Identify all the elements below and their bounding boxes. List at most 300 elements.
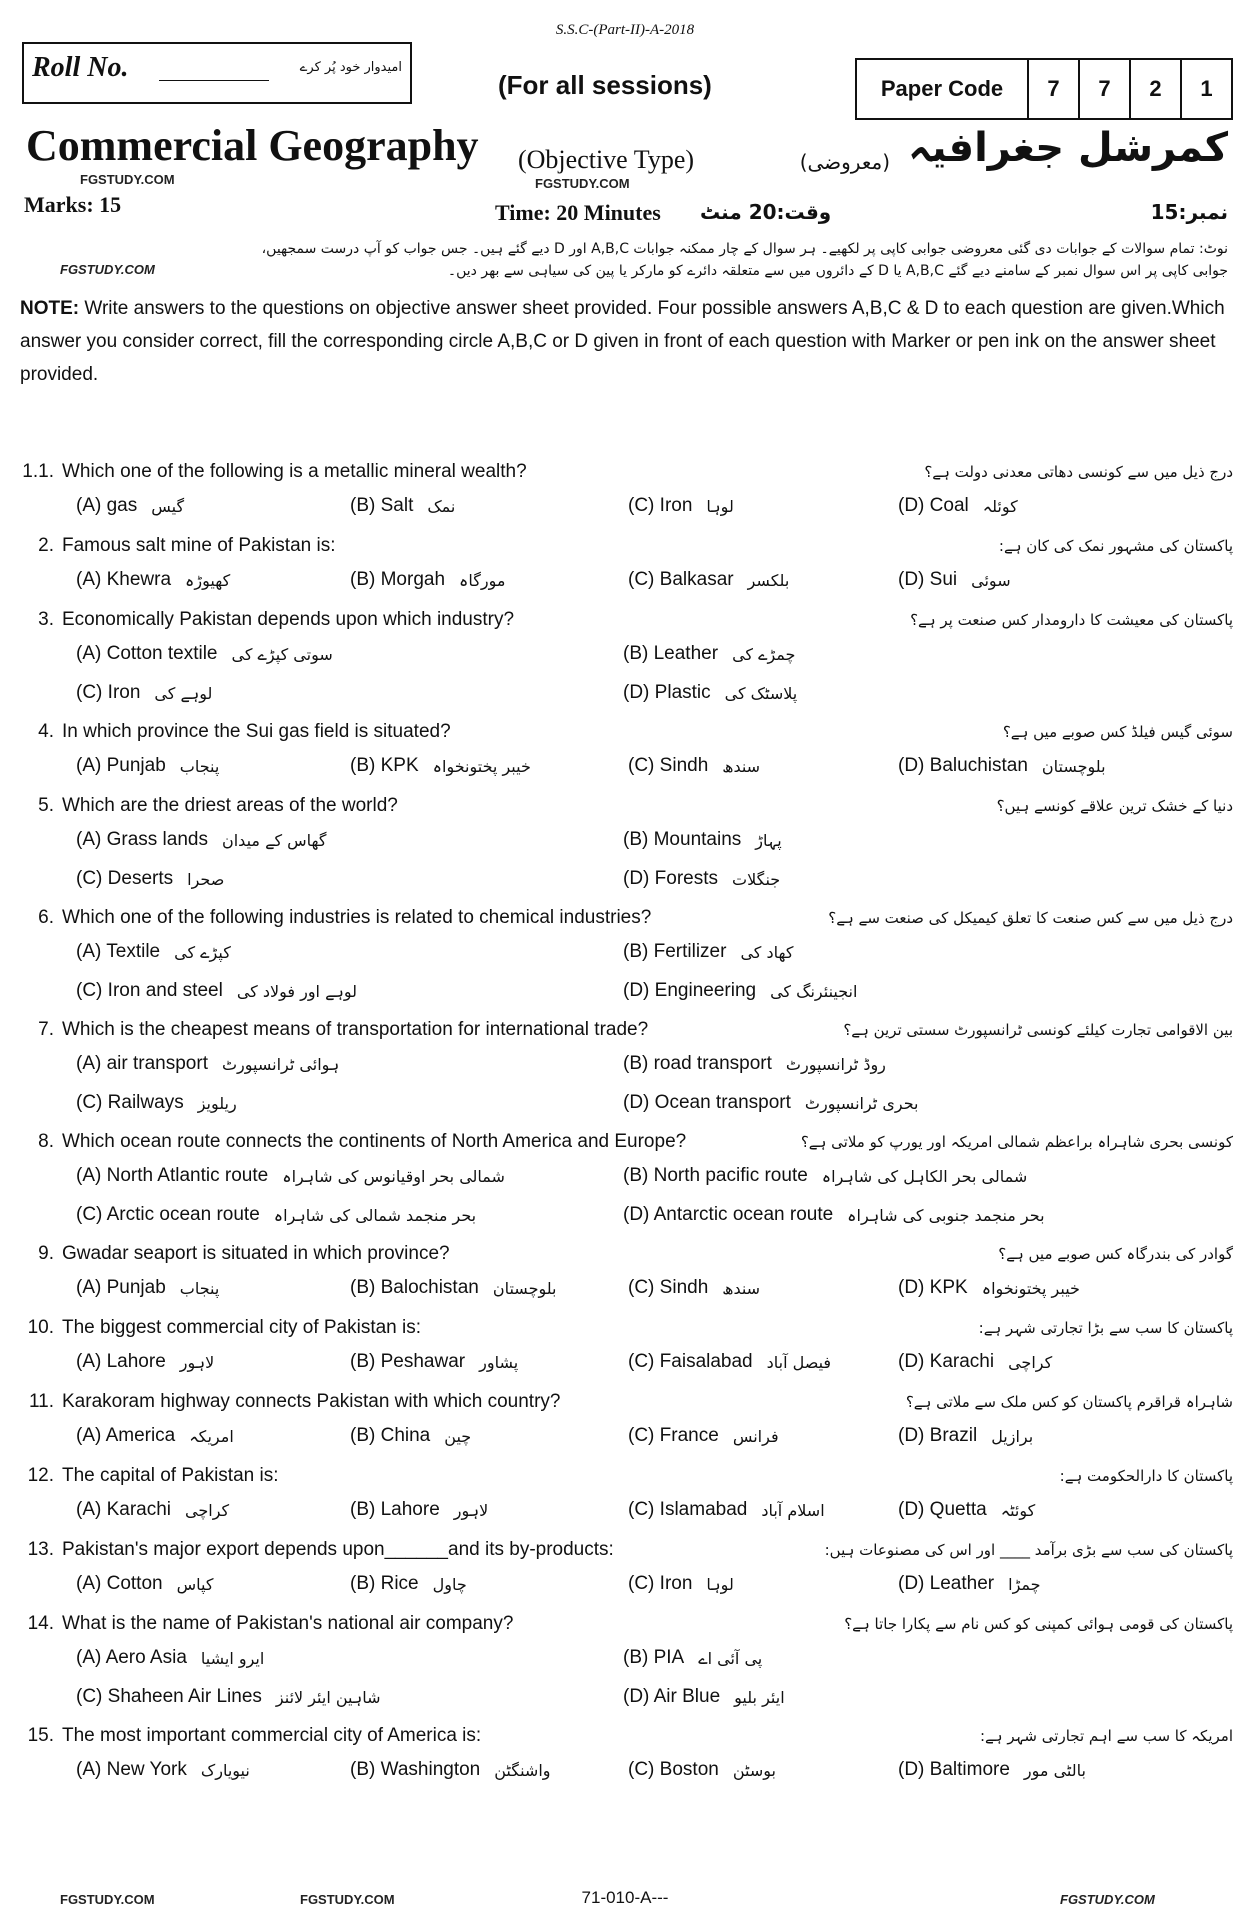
option-urdu: کراچی bbox=[185, 1500, 230, 1520]
question-text: The biggest commercial city of Pakistan is: bbox=[62, 1317, 422, 1338]
question-number: 4. bbox=[38, 721, 54, 742]
option-urdu: لاہور bbox=[453, 1500, 489, 1520]
option-c[interactable] bbox=[628, 755, 760, 777]
option-text: North Atlantic route bbox=[106, 1165, 269, 1186]
option-letter: (D) bbox=[898, 755, 925, 776]
question-text: Which one of the following industries is related to chemical industries? bbox=[62, 907, 652, 928]
sessions-label: (For all sessions) bbox=[498, 70, 712, 100]
option-letter: (C) bbox=[628, 1573, 655, 1594]
question-number: 13. bbox=[27, 1539, 54, 1560]
option-letter: (D) bbox=[898, 1499, 925, 1520]
option-urdu: بحر منجمد شمالی کی شاہراہ bbox=[273, 1205, 477, 1225]
option-text: Shaheen Air Lines bbox=[107, 1686, 262, 1707]
option-urdu: صحرا bbox=[187, 869, 225, 889]
option-text: Deserts bbox=[107, 868, 174, 889]
option-c[interactable] bbox=[628, 569, 789, 591]
option-urdu: بوسٹن bbox=[732, 1760, 776, 1780]
subtitle-urdu: (معروضی) bbox=[799, 150, 890, 174]
question-number: 8. bbox=[38, 1131, 54, 1152]
option-letter: (A) bbox=[76, 1647, 102, 1668]
option-text: Faisalabad bbox=[659, 1351, 753, 1372]
question-text: What is the name of Pakistan's national air company? bbox=[62, 1613, 514, 1634]
question-urdu: پاکستان کا دارالحکومت ہے: bbox=[1059, 1467, 1233, 1485]
option-text: PIA bbox=[653, 1647, 685, 1668]
option-b[interactable] bbox=[623, 829, 782, 851]
option-urdu: کپڑے کی bbox=[174, 942, 231, 962]
question-item bbox=[18, 1013, 1233, 1125]
question-number: 12. bbox=[27, 1465, 54, 1486]
option-urdu: کوئلہ bbox=[982, 496, 1018, 516]
option-text: air transport bbox=[106, 1053, 208, 1074]
option-text: KPK bbox=[380, 755, 419, 776]
question-text: Which one of the following is a metallic mineral wealth? bbox=[62, 461, 527, 482]
option-letter: (A) bbox=[76, 1499, 102, 1520]
option-text: Plastic bbox=[654, 682, 711, 703]
question-item bbox=[18, 603, 1233, 715]
watermark: FGSTUDY.COM bbox=[535, 176, 630, 191]
option-letter: (D) bbox=[898, 495, 925, 516]
question-number: 2. bbox=[38, 535, 54, 556]
option-text: Khewra bbox=[106, 569, 172, 590]
option-c[interactable] bbox=[76, 1686, 381, 1708]
option-urdu: پی آئی اے bbox=[698, 1648, 763, 1668]
option-d[interactable] bbox=[898, 1351, 1052, 1373]
option-urdu: ایئر بلیو bbox=[734, 1687, 785, 1707]
option-b[interactable] bbox=[623, 1165, 1027, 1187]
option-letter: (B) bbox=[350, 1573, 376, 1594]
option-letter: (C) bbox=[628, 755, 655, 776]
option-urdu: پنجاب bbox=[179, 756, 220, 776]
question-urdu: گوادر کی بندرگاہ کس صوبے میں ہے؟ bbox=[998, 1245, 1233, 1263]
option-text: Air Blue bbox=[653, 1686, 721, 1707]
option-text: Arctic ocean route bbox=[106, 1204, 260, 1225]
question-urdu: کونسی بحری شاہراہ براعظم شمالی امریکہ اور یورپ کو ملاتی ہے؟ bbox=[800, 1133, 1233, 1151]
option-text: Forests bbox=[654, 868, 719, 889]
option-d[interactable] bbox=[898, 1499, 1035, 1521]
question-number: 15. bbox=[27, 1725, 54, 1746]
option-b[interactable] bbox=[623, 941, 793, 963]
option-text: Mountains bbox=[653, 829, 742, 850]
option-urdu: انجینئرنگ کی bbox=[770, 981, 858, 1001]
option-letter: (D) bbox=[623, 1092, 650, 1113]
option-c[interactable] bbox=[76, 1092, 237, 1114]
option-urdu: کھیوڑہ bbox=[185, 570, 231, 590]
option-b[interactable] bbox=[350, 1425, 471, 1447]
option-letter: (B) bbox=[350, 495, 376, 516]
option-c[interactable] bbox=[628, 1351, 831, 1373]
option-text: Rice bbox=[380, 1573, 419, 1594]
option-c[interactable] bbox=[628, 495, 734, 517]
option-letter: (B) bbox=[350, 755, 376, 776]
option-urdu: چاول bbox=[432, 1574, 467, 1594]
option-urdu: پشاور bbox=[479, 1352, 519, 1372]
question-urdu: پاکستان کی معیشت کا دارومدار کس صنعت پر ہے؟ bbox=[910, 611, 1233, 629]
option-letter: (A) bbox=[76, 1573, 102, 1594]
option-c[interactable] bbox=[76, 682, 212, 704]
option-text: Peshawar bbox=[380, 1351, 466, 1372]
option-a[interactable] bbox=[76, 1165, 505, 1187]
question-item bbox=[18, 789, 1233, 901]
option-c[interactable] bbox=[628, 1277, 760, 1299]
option-letter: (A) bbox=[76, 643, 102, 664]
option-a[interactable] bbox=[76, 1053, 339, 1075]
option-text: New York bbox=[106, 1759, 187, 1780]
option-text: Sindh bbox=[659, 755, 709, 776]
option-letter: (C) bbox=[76, 1092, 103, 1113]
question-item bbox=[18, 1533, 1233, 1607]
option-urdu: کھاد کی bbox=[740, 942, 794, 962]
question-urdu: امریکہ کا سب سے اہم تجارتی شہر ہے: bbox=[979, 1727, 1233, 1745]
option-d[interactable] bbox=[623, 980, 857, 1002]
option-a[interactable] bbox=[76, 1759, 250, 1781]
question-text: Pakistan's major export depends upon______and its by-products: bbox=[62, 1539, 614, 1560]
option-text: Lahore bbox=[380, 1499, 440, 1520]
option-a[interactable] bbox=[76, 829, 327, 851]
option-text: America bbox=[105, 1425, 176, 1446]
option-urdu: سوتی کپڑے کی bbox=[231, 644, 333, 664]
option-letter: (D) bbox=[623, 1686, 650, 1707]
question-number: 14. bbox=[27, 1613, 54, 1634]
option-letter: (C) bbox=[628, 495, 655, 516]
option-urdu: پلاسٹک کی bbox=[724, 683, 798, 703]
option-letter: (C) bbox=[628, 1425, 655, 1446]
note-urdu: نوٹ: تمام سوالات کے جوابات دی گئی معروضی جوابی کاپی پر لکھیے۔ ہر سوال کے چار ممکنہ جوابات A,B,C اور D دیے گئے ہیں۔ جس جواب کو آپ درست سمجھیں، جوابی کاپی پر اس سوال نمبر کے سامنے دیے گئے A,B,C یا D کے دائروں میں سے متعلقہ دائرے کو مارکر یا پین کی سیاہی سے بھر دیں۔ bbox=[261, 241, 1228, 279]
option-b[interactable] bbox=[350, 569, 505, 591]
option-text: Balkasar bbox=[659, 569, 734, 590]
question-text: Gwadar seaport is situated in which province? bbox=[62, 1243, 450, 1264]
note-label: NOTE: bbox=[20, 298, 80, 319]
question-text: The capital of Pakistan is: bbox=[62, 1465, 279, 1486]
question-item bbox=[18, 1125, 1233, 1237]
option-letter: (D) bbox=[623, 682, 650, 703]
option-letter: (B) bbox=[623, 941, 649, 962]
option-letter: (A) bbox=[76, 1165, 102, 1186]
option-urdu: بلکسر bbox=[747, 570, 790, 590]
option-text: Cotton textile bbox=[106, 643, 218, 664]
paper-code-digit: 1 bbox=[1200, 76, 1213, 101]
option-text: Punjab bbox=[106, 755, 166, 776]
option-letter: (C) bbox=[76, 980, 103, 1001]
option-text: Balochistan bbox=[380, 1277, 479, 1298]
option-c[interactable] bbox=[76, 868, 224, 890]
option-urdu: فرانس bbox=[732, 1426, 779, 1446]
option-d[interactable] bbox=[898, 569, 1011, 591]
option-text: Iron bbox=[107, 682, 141, 703]
question-number: 6. bbox=[38, 907, 54, 928]
option-urdu: کپاس bbox=[176, 1574, 214, 1594]
option-urdu: امریکہ bbox=[189, 1426, 234, 1446]
option-c[interactable] bbox=[628, 1573, 734, 1595]
option-b[interactable] bbox=[350, 495, 455, 517]
option-urdu: چمڑا bbox=[1008, 1574, 1041, 1594]
option-letter: (B) bbox=[623, 1053, 649, 1074]
question-urdu: پاکستان کی قومی ہوائی کمپنی کو کس نام سے پکارا جاتا ہے؟ bbox=[844, 1615, 1233, 1633]
option-text: Washington bbox=[380, 1759, 481, 1780]
option-b[interactable] bbox=[350, 1573, 467, 1595]
option-urdu: پنجاب bbox=[179, 1278, 220, 1298]
option-urdu: بالٹی مور bbox=[1023, 1760, 1086, 1780]
roll-urdu: امیدوار خود پُر کرے bbox=[299, 60, 402, 75]
option-a[interactable] bbox=[76, 1425, 234, 1447]
option-d[interactable] bbox=[623, 868, 780, 890]
option-b[interactable] bbox=[350, 1277, 556, 1299]
option-urdu: اسلام آباد bbox=[761, 1500, 825, 1520]
option-letter: (D) bbox=[898, 1277, 925, 1298]
option-b[interactable] bbox=[623, 1053, 886, 1075]
question-number: 7. bbox=[38, 1019, 54, 1040]
option-text: road transport bbox=[653, 1053, 772, 1074]
option-urdu: شاہین ایئر لائنز bbox=[275, 1687, 381, 1707]
option-text: gas bbox=[106, 495, 138, 516]
watermark: FGSTUDY.COM bbox=[60, 262, 155, 277]
option-d[interactable] bbox=[623, 682, 797, 704]
option-text: Salt bbox=[380, 495, 414, 516]
option-letter: (B) bbox=[623, 829, 649, 850]
option-d[interactable] bbox=[898, 1425, 1033, 1447]
option-text: North pacific route bbox=[653, 1165, 808, 1186]
option-urdu: لوہا bbox=[706, 496, 734, 516]
paper-code-box bbox=[855, 58, 1233, 120]
option-text: Lahore bbox=[106, 1351, 166, 1372]
option-c[interactable] bbox=[76, 1204, 476, 1226]
question-item bbox=[18, 715, 1233, 789]
watermark: FGSTUDY.COM bbox=[300, 1892, 395, 1907]
option-d[interactable] bbox=[623, 1686, 785, 1708]
option-b[interactable] bbox=[350, 1499, 488, 1521]
option-urdu: سندھ bbox=[722, 1278, 761, 1298]
question-number: 9. bbox=[38, 1243, 54, 1264]
option-letter: (B) bbox=[350, 1351, 376, 1372]
page-title: Commercial Geography bbox=[26, 121, 479, 170]
question-text: Famous salt mine of Pakistan is: bbox=[62, 535, 336, 556]
option-d[interactable] bbox=[898, 1573, 1041, 1595]
option-c[interactable] bbox=[628, 1425, 779, 1447]
option-c[interactable] bbox=[76, 980, 357, 1002]
option-letter: (D) bbox=[898, 1425, 925, 1446]
instructions bbox=[20, 292, 1225, 391]
exam-code: S.S.C-(Part-II)-A-2018 bbox=[555, 22, 695, 38]
option-d[interactable] bbox=[623, 1092, 918, 1114]
option-text: Baltimore bbox=[929, 1759, 1010, 1780]
option-a[interactable] bbox=[76, 941, 231, 963]
option-text: Leather bbox=[929, 1573, 995, 1594]
paper-code-digit: 7 bbox=[1029, 60, 1080, 118]
option-a[interactable] bbox=[76, 755, 219, 777]
option-letter: (D) bbox=[898, 1573, 925, 1594]
option-urdu: بلوچستان bbox=[1041, 756, 1106, 776]
option-letter: (A) bbox=[76, 755, 102, 776]
question-item bbox=[18, 455, 1233, 529]
option-letter: (C) bbox=[628, 569, 655, 590]
question-urdu: پاکستان کی سب سے بڑی برآمد ____ اور اس کی مصنوعات ہیں: bbox=[824, 1541, 1233, 1559]
option-letter: (B) bbox=[350, 1499, 376, 1520]
option-d[interactable] bbox=[898, 1759, 1086, 1781]
question-urdu: درج ذیل میں سے کونسی دھاتی معدنی دولت ہے؟ bbox=[924, 463, 1233, 481]
option-text: Ocean transport bbox=[654, 1092, 791, 1113]
option-text: Aero Asia bbox=[105, 1647, 187, 1668]
option-urdu: گھاس کے میدان bbox=[221, 830, 327, 850]
option-text: KPK bbox=[929, 1277, 968, 1298]
option-text: China bbox=[380, 1425, 431, 1446]
question-item bbox=[18, 1607, 1233, 1719]
option-urdu: خیبر پختونخواہ bbox=[981, 1278, 1080, 1298]
question-number: 5. bbox=[38, 795, 54, 816]
option-letter: (A) bbox=[76, 941, 102, 962]
option-letter: (B) bbox=[623, 1165, 649, 1186]
option-letter: (D) bbox=[623, 868, 650, 889]
option-d[interactable] bbox=[898, 1277, 1080, 1299]
option-d[interactable] bbox=[623, 1204, 1045, 1226]
option-urdu: گیس bbox=[151, 496, 185, 516]
watermark: FGSTUDY.COM bbox=[60, 1892, 155, 1907]
option-letter: (C) bbox=[628, 1277, 655, 1298]
option-urdu: فیصل آباد bbox=[766, 1352, 832, 1372]
question-item bbox=[18, 1237, 1233, 1311]
option-letter: (C) bbox=[76, 1204, 103, 1225]
paper-code-digit: 2 bbox=[1131, 60, 1182, 118]
option-b[interactable] bbox=[623, 643, 795, 665]
option-letter: (B) bbox=[623, 643, 649, 664]
option-letter: (A) bbox=[76, 495, 102, 516]
roll-blank bbox=[159, 80, 269, 81]
page-subtitle: (Objective Type) bbox=[518, 145, 695, 174]
option-urdu: لوہے اور فولاد کی bbox=[236, 981, 357, 1001]
option-text: Quetta bbox=[929, 1499, 987, 1520]
option-urdu: کوئٹہ bbox=[1000, 1500, 1036, 1520]
question-list bbox=[18, 455, 1233, 1793]
option-a[interactable] bbox=[76, 1499, 229, 1521]
option-text: Brazil bbox=[929, 1425, 978, 1446]
option-text: Iron bbox=[659, 1573, 693, 1594]
question-text: Which ocean route connects the continents of North America and Europe? bbox=[62, 1131, 687, 1152]
question-item bbox=[18, 1459, 1233, 1533]
option-urdu: پہاڑ bbox=[755, 830, 782, 850]
option-letter: (B) bbox=[623, 1647, 649, 1668]
question-text: In which province the Sui gas field is situated? bbox=[62, 721, 451, 742]
option-urdu: لوہا bbox=[706, 1574, 734, 1594]
option-letter: (A) bbox=[76, 1277, 102, 1298]
option-letter: (C) bbox=[628, 1759, 655, 1780]
option-text: France bbox=[659, 1425, 719, 1446]
question-text: Which are the driest areas of the world? bbox=[62, 795, 398, 816]
option-text: Baluchistan bbox=[929, 755, 1028, 776]
option-letter: (B) bbox=[350, 1277, 376, 1298]
paper-code-label: Paper Code bbox=[857, 60, 1029, 118]
option-text: Sui bbox=[929, 569, 958, 590]
question-number: 11. bbox=[28, 1391, 54, 1412]
option-b[interactable] bbox=[350, 755, 531, 777]
option-letter: (D) bbox=[898, 1759, 925, 1780]
option-letter: (D) bbox=[898, 569, 925, 590]
question-urdu: درج ذیل میں سے کس صنعت کا تعلق کیمیکل کی صنعت سے ہے؟ bbox=[828, 909, 1233, 927]
question-text: Economically Pakistan depends upon which industry? bbox=[62, 609, 515, 630]
option-letter: (A) bbox=[76, 1053, 102, 1074]
time: Time: 20 Minutes bbox=[495, 200, 661, 225]
option-d[interactable] bbox=[898, 495, 1018, 517]
question-number: 3. bbox=[38, 609, 54, 630]
option-urdu: روڈ ٹرانسپورٹ bbox=[785, 1054, 886, 1074]
option-text: Iron bbox=[659, 495, 693, 516]
footer-code: 71-010-A--- bbox=[581, 1888, 669, 1907]
option-a[interactable] bbox=[76, 1573, 213, 1595]
option-b[interactable] bbox=[623, 1647, 762, 1669]
question-urdu: دنیا کے خشک ترین علاقے کونسے ہیں؟ bbox=[996, 797, 1233, 815]
title-urdu: کمرشل جغرافیہ bbox=[908, 125, 1228, 171]
option-c[interactable] bbox=[628, 1499, 825, 1521]
option-letter: (C) bbox=[628, 1499, 655, 1520]
option-urdu: ہوائی ٹرانسپورٹ bbox=[221, 1054, 340, 1074]
option-urdu: لاہور bbox=[179, 1352, 215, 1372]
option-b[interactable] bbox=[350, 1759, 551, 1781]
option-a[interactable] bbox=[76, 643, 333, 665]
option-urdu: جنگلات bbox=[732, 869, 781, 889]
option-letter: (B) bbox=[350, 569, 376, 590]
option-urdu: چمڑے کی bbox=[732, 644, 796, 664]
watermark: FGSTUDY.COM bbox=[80, 172, 175, 187]
question-text: Karakoram highway connects Pakistan with which country? bbox=[62, 1391, 561, 1412]
question-urdu: شاہراہ قراقرم پاکستان کو کس ملک سے ملاتی ہے؟ bbox=[905, 1393, 1233, 1411]
option-a[interactable] bbox=[76, 1647, 264, 1669]
option-text: Punjab bbox=[106, 1277, 166, 1298]
option-letter: (A) bbox=[76, 1759, 102, 1780]
option-urdu: بحر منجمد جنوبی کی شاہراہ bbox=[847, 1205, 1045, 1225]
option-urdu: لوہے کی bbox=[154, 683, 213, 703]
option-text: Iron and steel bbox=[107, 980, 223, 1001]
option-text: Antarctic ocean route bbox=[653, 1204, 834, 1225]
option-text: Morgah bbox=[380, 569, 446, 590]
option-letter: (D) bbox=[898, 1351, 925, 1372]
option-c[interactable] bbox=[628, 1759, 776, 1781]
marks: Marks: 15 bbox=[24, 192, 122, 217]
option-a[interactable] bbox=[76, 1351, 214, 1373]
question-text: Which is the cheapest means of transportation for international trade? bbox=[62, 1019, 649, 1040]
option-text: Leather bbox=[653, 643, 719, 664]
option-text: Railways bbox=[107, 1092, 184, 1113]
question-number: 10. bbox=[27, 1317, 54, 1338]
option-a[interactable] bbox=[76, 569, 230, 591]
option-letter: (A) bbox=[76, 569, 102, 590]
option-letter: (A) bbox=[76, 829, 102, 850]
option-letter: (A) bbox=[76, 1351, 102, 1372]
question-item bbox=[18, 1719, 1233, 1793]
question-item bbox=[18, 1311, 1233, 1385]
option-a[interactable] bbox=[76, 1277, 219, 1299]
watermark: FGSTUDY.COM bbox=[1060, 1892, 1155, 1907]
option-urdu: خیبر پختونخواہ bbox=[432, 756, 531, 776]
option-text: Boston bbox=[659, 1759, 719, 1780]
option-urdu: برازیل bbox=[991, 1426, 1034, 1446]
option-urdu: نیویارک bbox=[200, 1760, 250, 1780]
question-urdu: سوئی گیس فیلڈ کس صوبے میں ہے؟ bbox=[1002, 723, 1233, 741]
option-letter: (C) bbox=[76, 1686, 103, 1707]
option-d[interactable] bbox=[898, 755, 1106, 777]
paper-code-digit: 7 bbox=[1080, 60, 1131, 118]
option-text: Fertilizer bbox=[653, 941, 727, 962]
roll-number-box[interactable] bbox=[22, 42, 412, 104]
option-a[interactable] bbox=[76, 495, 184, 517]
question-item bbox=[18, 529, 1233, 603]
option-urdu: شمالی بحر الکاہل کی شاہراہ bbox=[821, 1166, 1028, 1186]
option-urdu: بحری ٹرانسپورٹ bbox=[804, 1093, 919, 1113]
option-b[interactable] bbox=[350, 1351, 518, 1373]
option-letter: (A) bbox=[76, 1425, 102, 1446]
option-text: Islamabad bbox=[659, 1499, 748, 1520]
question-urdu: بین الاقوامی تجارت کیلئے کونسی ٹرانسپورٹ سستی ترین ہے؟ bbox=[843, 1021, 1233, 1039]
option-urdu: ریلویز bbox=[197, 1093, 237, 1113]
option-letter: (B) bbox=[350, 1425, 376, 1446]
option-text: Textile bbox=[106, 941, 161, 962]
option-text: Grass lands bbox=[106, 829, 208, 850]
